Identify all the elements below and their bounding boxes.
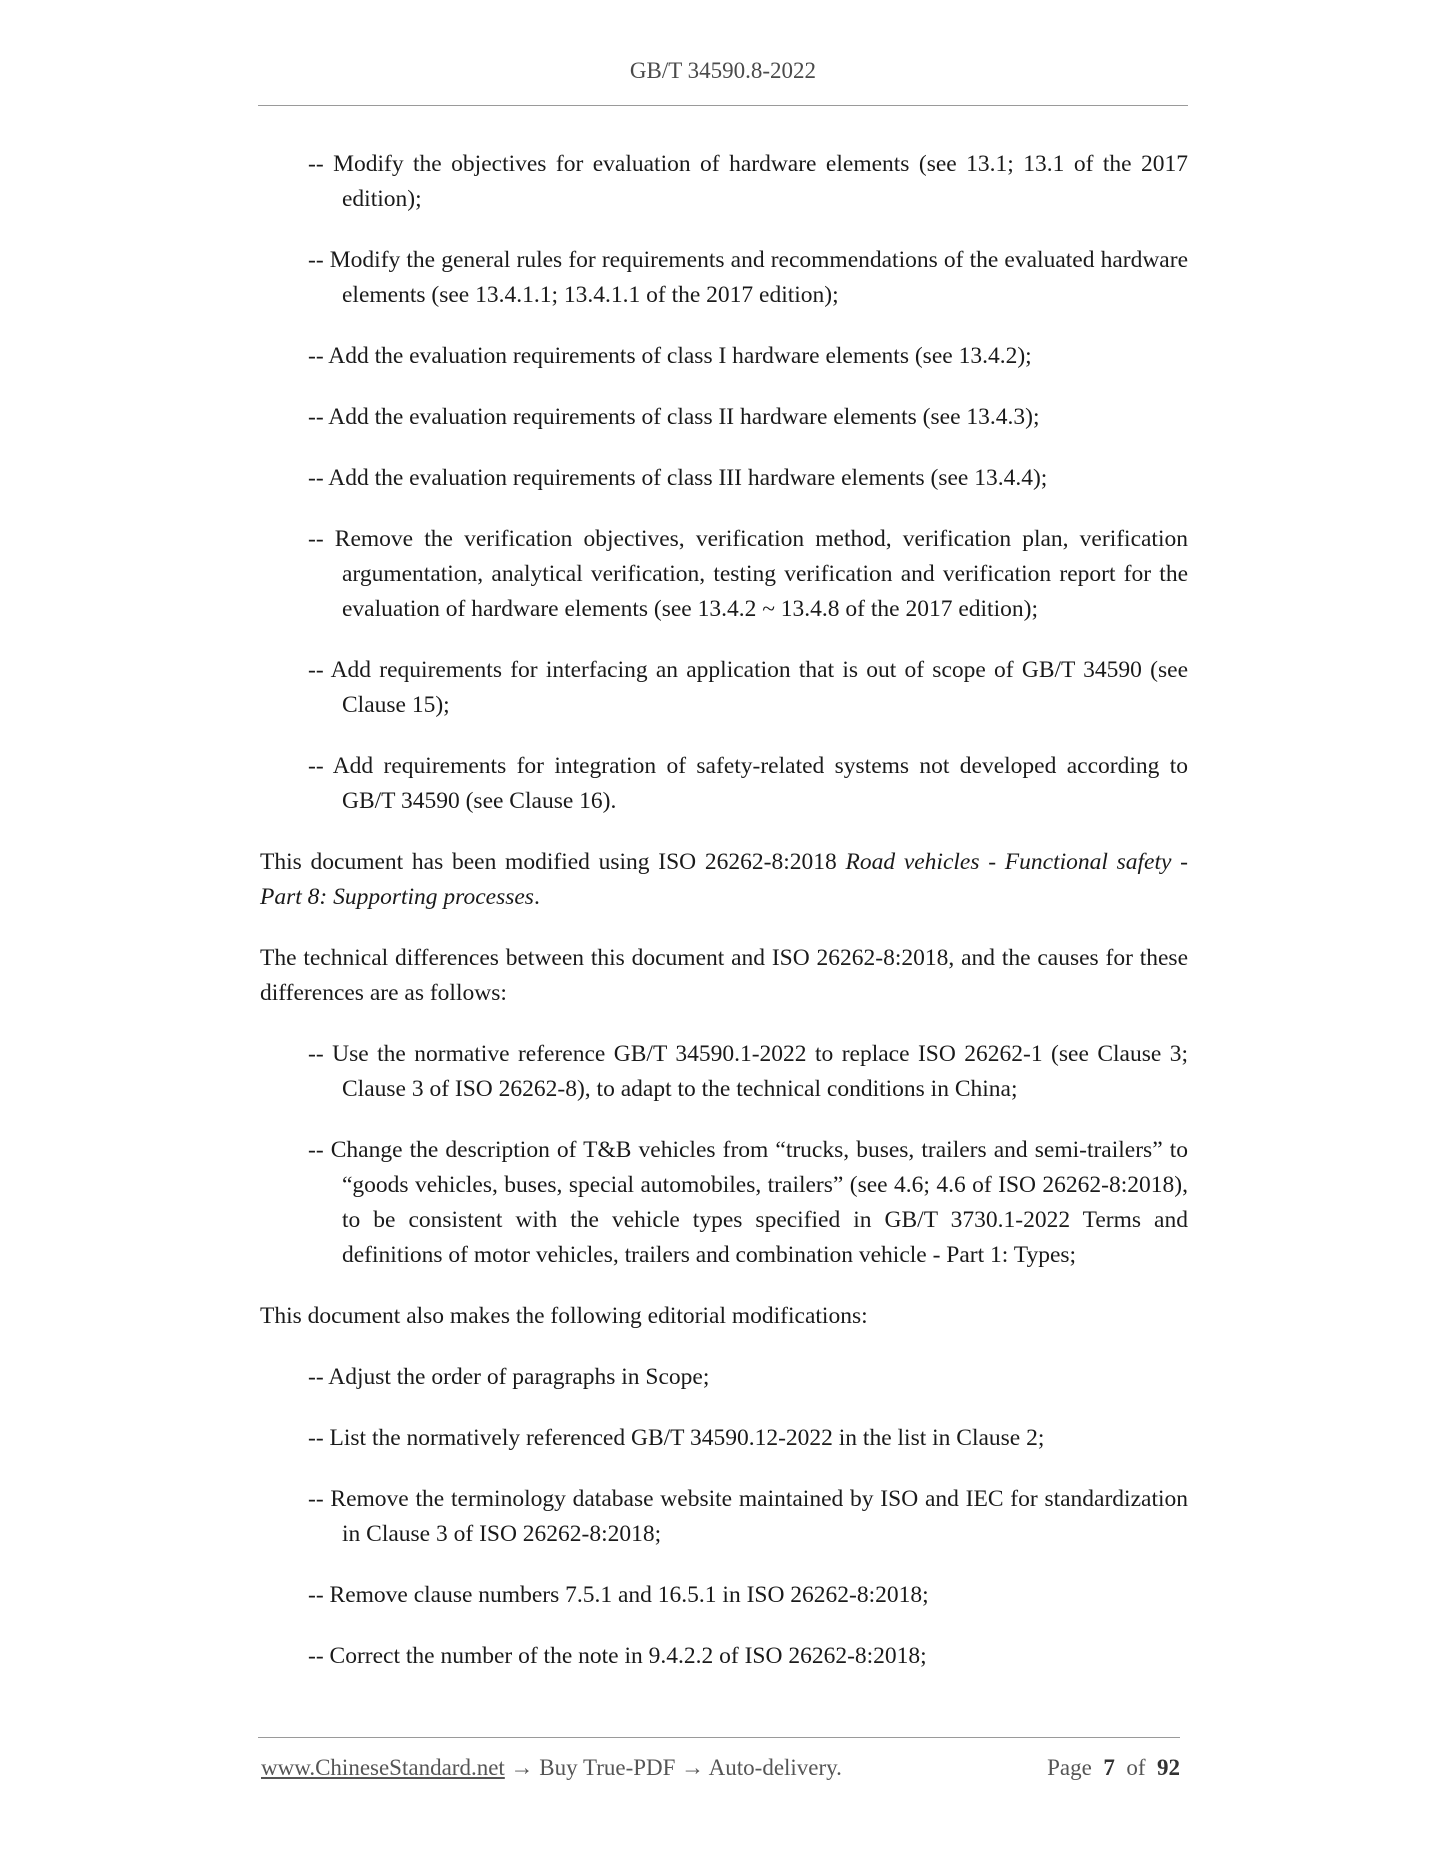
list-item: -- Add the evaluation requirements of class III hardware elements (see 13.4.4); bbox=[308, 465, 1048, 491]
list-item: -- List the normatively referenced GB/T 34590.12-2022 in the list in Clause 2; bbox=[308, 1425, 1045, 1451]
list-item: -- Add the evaluation requirements of class I hardware elements (see 13.4.2); bbox=[308, 343, 1032, 369]
editorial-intro: This document also makes the following editorial modifications: bbox=[260, 1303, 868, 1329]
technical-differences-list bbox=[308, 1037, 1188, 1273]
running-header: GB/T 34590.8-2022 bbox=[629, 58, 817, 83]
list-item: -- Modify the general rules for requirements and recommendations of the evaluated hardware elements (see 13.4.1.1; 13.4.1.1 of the 2017 edition); bbox=[308, 247, 1188, 308]
list-item: -- Change the description of T&B vehicles from “trucks, buses, trailers and semi-trailers” to “goods vehicles, buses, special automobiles, trailers” (see 4.6; 4.6 of ISO 26262-8:2018), to be consistent with the vehicle types specified in GB/T 3730.1-2022 Terms and definitions of motor vehicles, trailers and combination vehicle - Part 1: Types; bbox=[308, 1137, 1188, 1268]
list-item: -- Use the normative reference GB/T 34590.1-2022 to replace ISO 26262-1 (see Clause 3; Clause 3 of ISO 26262-8), to adapt to the technical conditions in China; bbox=[308, 1041, 1188, 1102]
list-item: -- Add requirements for integration of safety-related systems not developed according to GB/T 34590 (see Clause 16). bbox=[308, 753, 1188, 814]
footer-promo-text: → Buy True-PDF → Auto-delivery. bbox=[504, 1755, 842, 1780]
page-number bbox=[1047, 1755, 1180, 1781]
change-list bbox=[308, 147, 1188, 819]
footer-divider bbox=[258, 1737, 1180, 1738]
of-label: of bbox=[1126, 1755, 1146, 1780]
current-page: 7 bbox=[1103, 1755, 1115, 1780]
list-item: -- Correct the number of the note in 9.4.2.2 of ISO 26262-8:2018; bbox=[308, 1643, 927, 1669]
list-item: -- Remove clause numbers 7.5.1 and 16.5.1 in ISO 26262-8:2018; bbox=[308, 1582, 929, 1608]
modification-statement bbox=[260, 845, 1188, 915]
editorial-list bbox=[308, 1360, 1188, 1674]
list-item: -- Modify the objectives for evaluation of hardware elements (see 13.1; 13.1 of the 2017 edition); bbox=[308, 151, 1188, 212]
page-label: Page bbox=[1047, 1755, 1092, 1780]
list-item: -- Remove the terminology database website maintained by ISO and IEC for standardization in Clause 3 of ISO 26262-8:2018; bbox=[308, 1486, 1188, 1547]
list-item: -- Adjust the order of paragraphs in Scope; bbox=[308, 1364, 710, 1390]
statement-suffix: . bbox=[533, 884, 540, 910]
document-body bbox=[260, 147, 1188, 1700]
statement-prefix: This document has been modified using ISO 26262-8:2018 bbox=[260, 849, 846, 875]
footer-promo bbox=[261, 1755, 842, 1781]
standard-title: Road vehicles - Functional safety - Part 8: Supporting processes bbox=[260, 849, 1189, 910]
header-divider bbox=[258, 105, 1188, 106]
list-item: -- Remove the verification objectives, verification method, verification plan, verification argumentation, analytical verification, testing verification and verification report for the evaluation of hardware elements (see 13.4.2 ~ 13.4.8 of the 2017 edition); bbox=[308, 526, 1188, 622]
list-item: -- Add requirements for interfacing an application that is out of scope of GB/T 34590 (see Clause 15); bbox=[308, 657, 1188, 718]
website-link[interactable]: www.ChineseStandard.net bbox=[261, 1755, 505, 1780]
technical-differences-intro: The technical differences between this document and ISO 26262-8:2018, and the causes for these differences are as follows: bbox=[260, 945, 1188, 1006]
list-item: -- Add the evaluation requirements of class II hardware elements (see 13.4.3); bbox=[308, 404, 1040, 430]
total-pages: 92 bbox=[1157, 1755, 1180, 1780]
